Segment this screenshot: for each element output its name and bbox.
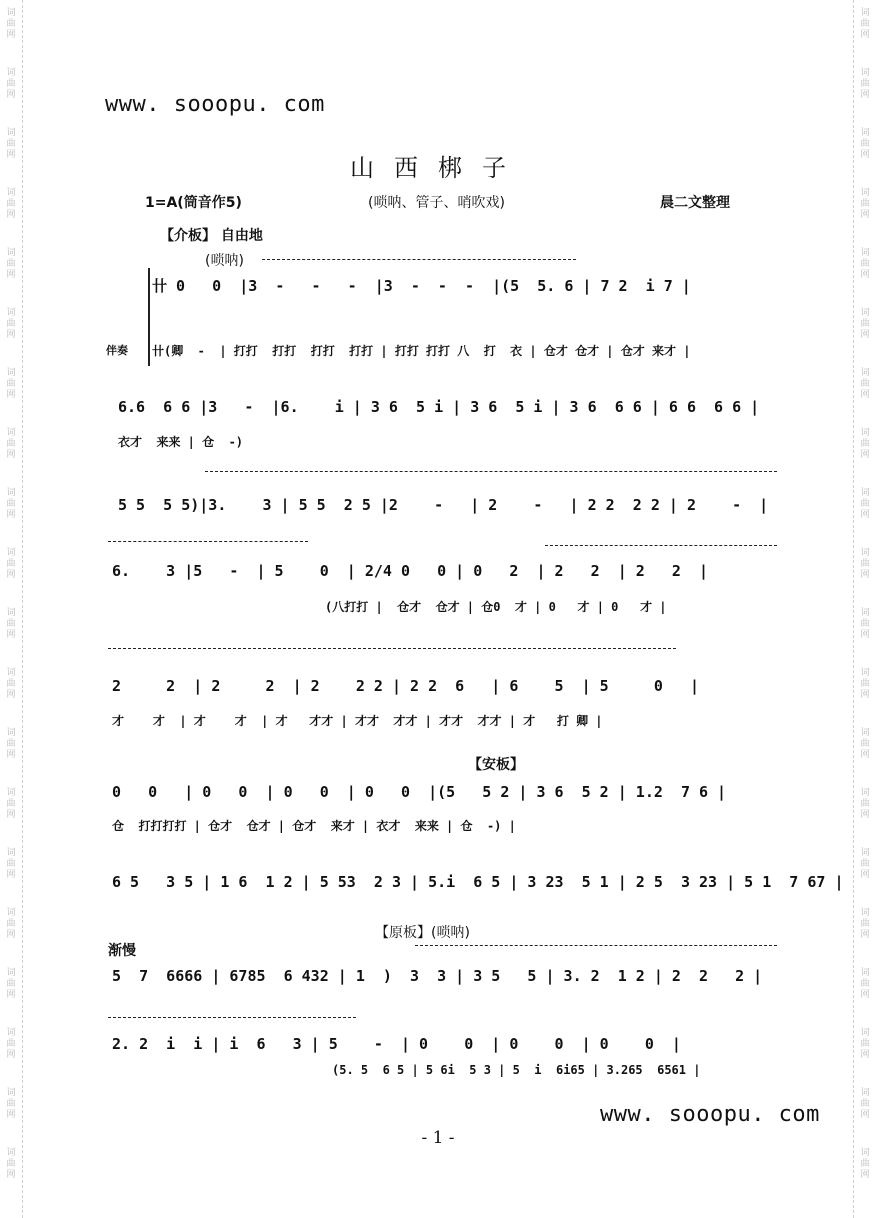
side-watermark-text: 词 曲 网 xyxy=(860,428,870,460)
score-row-2-melody: 6.6 6 6 |3 - |6. i | 3 6 5 i | 3 6 5 i | 3 6 6 6 | 6 6 6 6 | xyxy=(118,398,760,416)
tempo-dash-line xyxy=(262,259,576,260)
side-watermark-text: 词 曲 网 xyxy=(6,128,16,160)
side-watermark-text: 词 曲 网 xyxy=(6,1088,16,1120)
key-signature: 1=A(筒音作5) xyxy=(145,195,242,211)
bottom-url: www. sooopu. com xyxy=(600,1102,820,1127)
side-watermark-text: 词 曲 网 xyxy=(860,848,870,880)
side-watermark-text: 词 曲 网 xyxy=(6,488,16,520)
side-watermark-text: 词 曲 网 xyxy=(6,308,16,340)
intro-label: 【介板】 自由地 xyxy=(160,228,263,244)
side-watermark-text: 词 曲 网 xyxy=(6,728,16,760)
tempo-dash-line xyxy=(108,1017,356,1018)
side-watermark-text: 词 曲 网 xyxy=(6,788,16,820)
side-watermark-text: 词 曲 网 xyxy=(860,8,870,40)
side-watermark-text: 词 曲 网 xyxy=(860,68,870,100)
score-row-8-melody: 5 7 6666 | 6785 6 432 | 1 ) 3 3 | 3 5 5 | 3. 2 1 2 | 2 2 2 | xyxy=(112,967,763,985)
side-watermark-text: 词 曲 网 xyxy=(860,548,870,580)
side-watermark-text: 词 曲 网 xyxy=(860,368,870,400)
system-bracket xyxy=(148,268,150,366)
score-row-4-percussion: (八打打 | 仓才 仓才 | 仓0 才 | 0 才 | 0 才 | xyxy=(325,600,667,614)
score-row-2-percussion: 衣才 来来 | 仓 -) xyxy=(118,435,244,449)
side-watermark-text: 词 曲 网 xyxy=(860,788,870,820)
instrument-list: (唢呐、管子、哨吹戏) xyxy=(368,195,505,211)
side-watermark-text: 词 曲 网 xyxy=(860,308,870,340)
side-watermark-text: 词 曲 网 xyxy=(860,248,870,280)
tempo-dash-line xyxy=(108,648,676,649)
page-title: 山西梆子 xyxy=(350,154,526,182)
tempo-dash-line xyxy=(205,471,777,472)
side-watermark-text: 词 曲 网 xyxy=(6,1028,16,1060)
top-url: www. sooopu. com xyxy=(105,92,325,117)
side-watermark-text: 词 曲 网 xyxy=(6,608,16,640)
side-watermark-text: 词 曲 网 xyxy=(860,1028,870,1060)
score-row-4-melody: 6. 3 |5 - | 5 0 | 2/4 0 0 | 0 2 | 2 2 | 2 2 | xyxy=(112,562,709,580)
side-watermark-text: 词 曲 网 xyxy=(6,248,16,280)
score-row-3-melody: 5 5 5 5)|3. 3 | 5 5 2 5 |2 - | 2 - | 2 2 2 2 | 2 - | xyxy=(118,496,769,514)
side-watermark-text: 词 曲 网 xyxy=(6,548,16,580)
side-watermark-text: 词 曲 网 xyxy=(860,728,870,760)
tempo-dash-line xyxy=(415,945,777,946)
side-watermark-text: 词 曲 网 xyxy=(860,1148,870,1180)
side-watermark-text: 词 曲 网 xyxy=(6,188,16,220)
side-watermark-text: 词 曲 网 xyxy=(860,1088,870,1120)
score-row-1-percussion: 卄(卿 - | 打打 打打 打打 打打 | 打打 打打 八 打 衣 | 仓才 仓才 | 仓才 来才 | xyxy=(152,344,691,358)
score-row-7-melody: 6 5 3 5 | 1 6 1 2 | 5 53 2 3 | 5.i 6 5 | 3 23 5 1 | 2 5 3 23 | 5 1 7 67 | xyxy=(112,873,844,891)
score-row-6-percussion: 仓 打打打打 | 仓才 仓才 | 仓才 来才 | 衣才 来来 | 仓 -) | xyxy=(112,819,516,833)
tempo-dash-line xyxy=(545,545,777,546)
side-watermark-text: 词 曲 网 xyxy=(860,608,870,640)
side-watermark-text: 词 曲 网 xyxy=(860,908,870,940)
score-row-5-melody: 2 2 | 2 2 | 2 2 2 | 2 2 6 | 6 5 | 5 0 | xyxy=(112,677,699,695)
score-row-9-melody: 2. 2 i i | i 6 3 | 5 - | 0 0 | 0 0 | 0 0 | xyxy=(112,1035,681,1053)
score-row-6-melody: 0 0 | 0 0 | 0 0 | 0 0 |(5 5 2 | 3 6 5 2 | 1.2 7 6 | xyxy=(112,783,727,801)
side-watermark-text: 词 曲 网 xyxy=(860,128,870,160)
anban-label: 【安板】 xyxy=(468,757,524,773)
side-watermark-text: 词 曲 网 xyxy=(6,908,16,940)
side-watermark-text: 词 曲 网 xyxy=(860,188,870,220)
side-watermark-text: 词 曲 网 xyxy=(860,968,870,1000)
side-watermark-text: 词 曲 网 xyxy=(860,488,870,520)
side-watermark-text: 词 曲 网 xyxy=(6,668,16,700)
arranger: 晨二文整理 xyxy=(660,195,730,211)
side-watermark-text: 词 曲 网 xyxy=(6,8,16,40)
side-watermark-text: 词 曲 网 xyxy=(860,668,870,700)
accompaniment-label: 伴奏 xyxy=(106,344,128,357)
side-watermark-text: 词 曲 网 xyxy=(6,368,16,400)
yuanban-label: 【原板】(唢呐) xyxy=(375,925,470,941)
page-number: - 1 - xyxy=(421,1128,455,1148)
side-watermark-text: 词 曲 网 xyxy=(6,428,16,460)
score-row-1-melody: 卄 0 0 |3 - - - |3 - - - |(5 5. 6 | 7 2 i 7 | xyxy=(152,277,691,295)
suona-label: (唢呐) xyxy=(205,253,244,269)
side-watermark-text: 词 曲 网 xyxy=(6,1148,16,1180)
jianman-label: 渐慢 xyxy=(108,943,136,959)
score-row-5-percussion: 才 才 | 才 才 | 才 才才 | 才才 才才 | 才才 才才 | 才 打 卿 | xyxy=(112,714,603,728)
side-watermark-text: 词 曲 网 xyxy=(6,68,16,100)
tempo-dash-line xyxy=(108,541,308,542)
side-watermark-text: 词 曲 网 xyxy=(6,968,16,1000)
score-row-9-percussion: (5. 5 6 5 | 5 6i 5 3 | 5 i 6i65 | 3.265 6561 | xyxy=(332,1063,701,1077)
side-watermark-text: 词 曲 网 xyxy=(6,848,16,880)
